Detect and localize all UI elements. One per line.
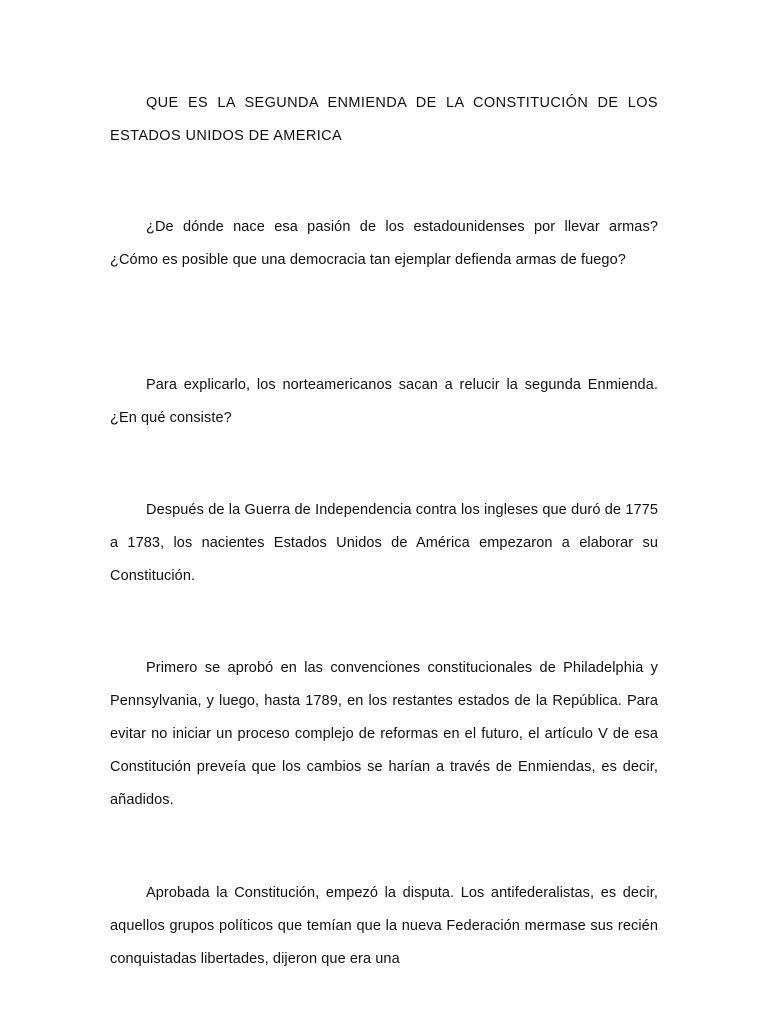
paragraph: Después de la Guerra de Independencia contra los ingleses que duró de 1775 a 1783, los nacientes Estados Unidos de América empezaron a elaborar su Constitución. (110, 502, 658, 584)
paragraph: ¿De dónde nace esa pasión de los estadounidenses por llevar armas? ¿Cómo es posible que una democracia tan ejemplar defienda armas de fuego? (110, 219, 658, 268)
paragraph: Aprobada la Constitución, empezó la disputa. Los antifederalistas, es decir, aquellos grupos políticos que temían que la nueva Federación mermase sus recién conquistadas libertades, dijeron que era una (110, 885, 658, 967)
paragraph: Para explicarlo, los norteamericanos sacan a relucir la segunda Enmienda. ¿En qué consiste? (110, 377, 658, 426)
paragraph: Primero se aprobó en las convenciones constitucionales de Philadelphia y Pennsylvania, y luego, hasta 1789, en los restantes estados de la República. Para evitar no iniciar un proceso complejo de reformas en el futuro, el artículo V de esa Constitución preveía que los cambios se harían a través de Enmiendas, es decir, añadidos. (110, 660, 658, 808)
document-title: QUE ES LA SEGUNDA ENMIENDA DE LA CONSTITUCIÓN DE LOS ESTADOS UNIDOS DE AMERICA (110, 95, 658, 144)
